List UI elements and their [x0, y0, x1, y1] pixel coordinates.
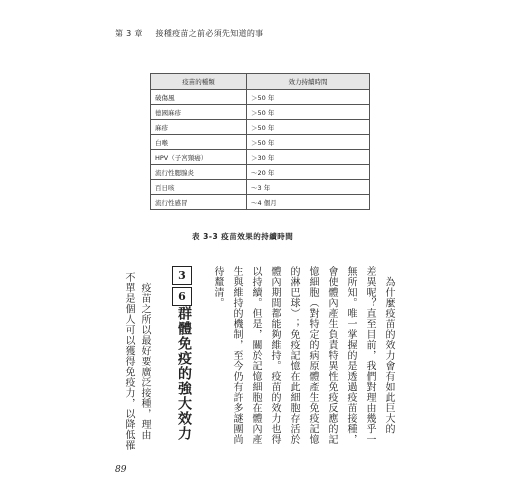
text-line: 為什麼疫苗的效力會有如此巨大的: [383, 266, 394, 434]
section-number: [172, 266, 192, 308]
text-line: 體內期間都能夠維持。疫苗的效力也得: [269, 266, 280, 445]
table-row: [151, 195, 370, 210]
text-line: 疫苗之所以最好要廣泛接種，理由: [139, 272, 150, 440]
page-number: 89: [115, 465, 127, 475]
table-header-row: [151, 74, 370, 90]
text-line: 不單是個人可以獲得免疫力，以降低罹: [123, 272, 134, 451]
vaccine-name: 百日咳: [151, 180, 247, 195]
text-line: 憶細胞（對特定的病原體產生免疫記憶: [307, 266, 318, 445]
column-header-vaccine-type: 疫苗的種類: [151, 74, 247, 90]
text-line: 待釐清。: [212, 266, 223, 308]
vaccine-name: HPV（子宮頸癌）: [151, 150, 247, 165]
next-paragraph: [120, 272, 152, 452]
section-digit: 3: [172, 266, 192, 285]
vaccine-duration-table: [150, 73, 370, 210]
vaccine-name: 流行性腮腺炎: [151, 165, 247, 180]
duration-value: ＞50 年: [247, 90, 370, 105]
body-paragraph: [208, 266, 398, 451]
vaccine-name: 德國麻疹: [151, 105, 247, 120]
vaccine-name: 流行性感冒: [151, 195, 247, 210]
duration-value: ～20 年: [247, 165, 370, 180]
vaccine-name: 麻疹: [151, 120, 247, 135]
chapter-label: 第 3 章: [115, 29, 143, 38]
chapter-title: 接種疫苗之前必須先知道的事: [155, 29, 264, 38]
table-row: [151, 165, 370, 180]
duration-value: ＞50 年: [247, 105, 370, 120]
column-header-duration: 效力持續時間: [247, 74, 370, 90]
duration-value: ＞30 年: [247, 150, 370, 165]
section-digit: 6: [172, 287, 192, 306]
duration-value: ～4 個月: [247, 195, 370, 210]
duration-value: ＞50 年: [247, 120, 370, 135]
section-title: 群體免疫的強大效力: [176, 306, 192, 441]
duration-value: ～3 年: [247, 180, 370, 195]
text-line: 的淋巴球）；免疫記憶在此細胞存活於: [288, 266, 299, 445]
table-row: [151, 150, 370, 165]
table-row: [151, 90, 370, 105]
table-row: [151, 120, 370, 135]
text-line: 以持續。但是，關於記憶細胞在體內產: [250, 266, 261, 445]
text-line: 差異呢？直至目前，我們對理由幾乎一: [364, 266, 375, 445]
table-row: [151, 135, 370, 150]
vaccine-name: 破傷風: [151, 90, 247, 105]
text-line: 會使體內產生負責特異性免疫反應的記: [326, 266, 337, 445]
vaccine-name: 白喉: [151, 135, 247, 150]
table-caption: 表 3-3 疫苗效果的持續時間: [192, 232, 294, 241]
text-line: 無所知。唯一掌握的是透過疫苗接種，: [345, 266, 356, 445]
text-line: 生與維持的機制，至今仍有許多謎團尚: [231, 266, 242, 445]
table-row: [151, 180, 370, 195]
running-header: [115, 28, 263, 39]
table-row: [151, 105, 370, 120]
duration-value: ＞50 年: [247, 135, 370, 150]
